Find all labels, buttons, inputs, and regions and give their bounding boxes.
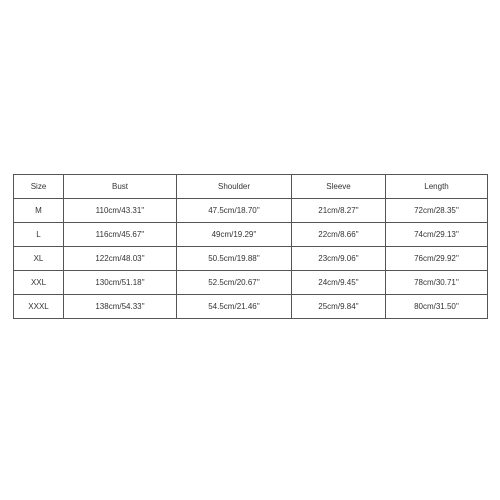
cell-shoulder: 49cm/19.29'' — [177, 223, 292, 247]
cell-size: XL — [14, 247, 64, 271]
cell-shoulder: 47.5cm/18.70'' — [177, 199, 292, 223]
cell-size: XXXL — [14, 295, 64, 319]
header-sleeve: Sleeve — [292, 175, 386, 199]
cell-sleeve: 24cm/9.45'' — [292, 271, 386, 295]
cell-length: 78cm/30.71'' — [386, 271, 488, 295]
cell-bust: 116cm/45.67'' — [64, 223, 177, 247]
cell-size: M — [14, 199, 64, 223]
header-bust: Bust — [64, 175, 177, 199]
cell-size: L — [14, 223, 64, 247]
cell-sleeve: 22cm/8.66'' — [292, 223, 386, 247]
cell-shoulder: 52.5cm/20.67'' — [177, 271, 292, 295]
cell-bust: 110cm/43.31'' — [64, 199, 177, 223]
cell-shoulder: 50.5cm/19.88'' — [177, 247, 292, 271]
cell-length: 80cm/31.50'' — [386, 295, 488, 319]
cell-size: XXL — [14, 271, 64, 295]
table-row — [14, 199, 488, 223]
table-row — [14, 247, 488, 271]
cell-length: 72cm/28.35'' — [386, 199, 488, 223]
cell-bust: 138cm/54.33'' — [64, 295, 177, 319]
cell-length: 76cm/29.92'' — [386, 247, 488, 271]
cell-length: 74cm/29.13'' — [386, 223, 488, 247]
cell-sleeve: 21cm/8.27'' — [292, 199, 386, 223]
header-size: Size — [14, 175, 64, 199]
table-row — [14, 271, 488, 295]
header-row — [14, 175, 488, 199]
cell-bust: 122cm/48.03'' — [64, 247, 177, 271]
header-length: Length — [386, 175, 488, 199]
table-row — [14, 295, 488, 319]
cell-bust: 130cm/51.18'' — [64, 271, 177, 295]
cell-shoulder: 54.5cm/21.46'' — [177, 295, 292, 319]
size-chart-table — [13, 174, 488, 319]
cell-sleeve: 25cm/9.84'' — [292, 295, 386, 319]
table-row — [14, 223, 488, 247]
header-shoulder: Shoulder — [177, 175, 292, 199]
cell-sleeve: 23cm/9.06'' — [292, 247, 386, 271]
